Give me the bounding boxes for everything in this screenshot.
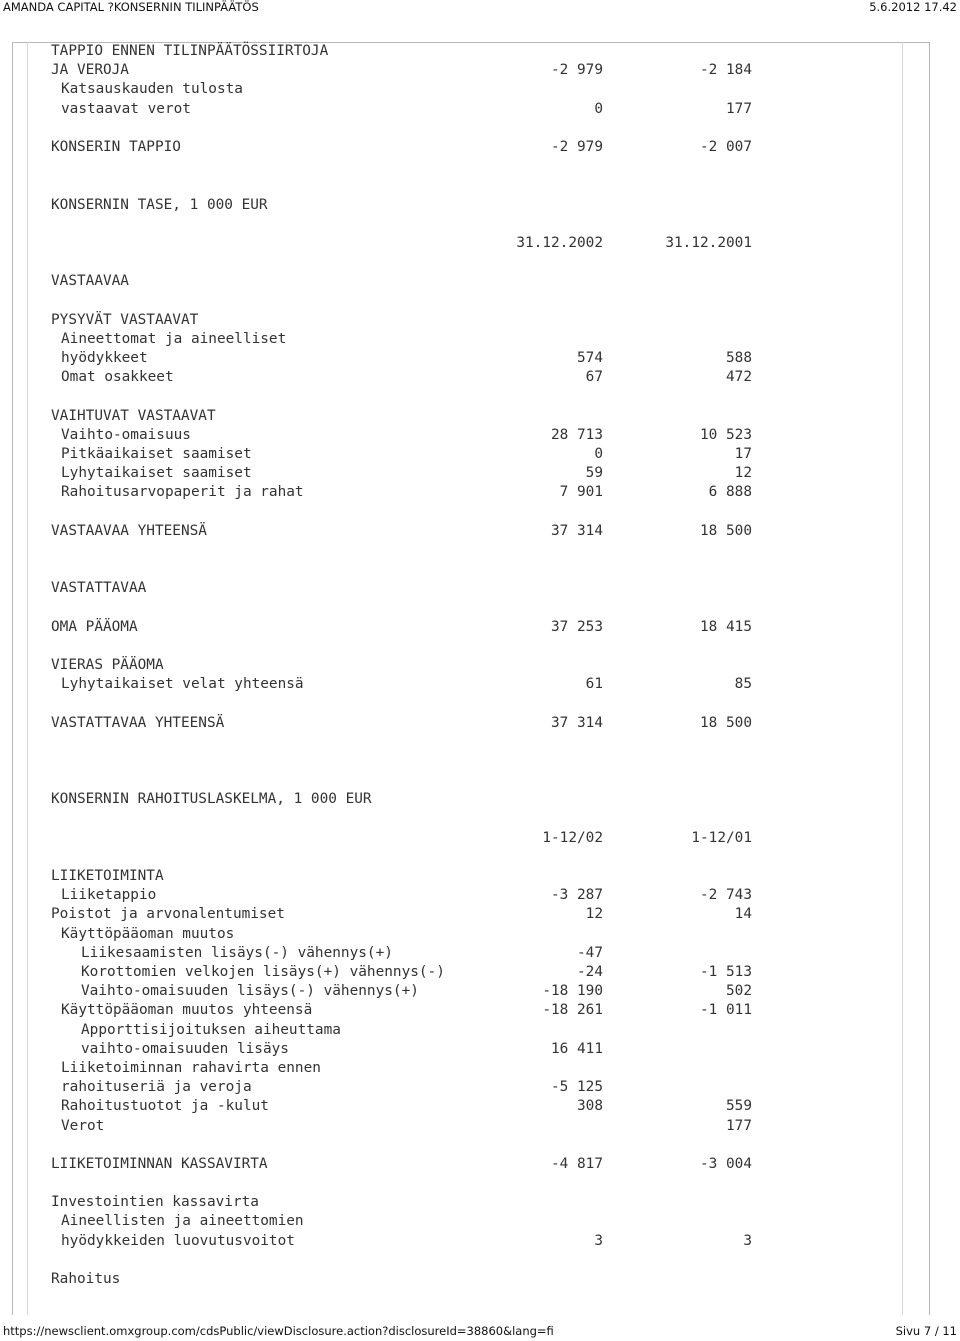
- blank-line: [51, 1251, 921, 1270]
- blank-line: [51, 215, 921, 234]
- value-current-year: 67: [585, 369, 603, 386]
- value-current-year: 3: [594, 1232, 603, 1249]
- statement-line: [51, 1212, 921, 1231]
- line-label: Käyttöpääoman muutos yhteensä: [61, 1002, 313, 1019]
- statement-line: [51, 368, 921, 387]
- statement-line: [51, 1097, 921, 1116]
- line-label: Aineellisten ja aineettomien: [61, 1213, 304, 1230]
- value-current-year: 574: [577, 350, 603, 366]
- line-label: Aineettomat ja aineelliset: [61, 330, 287, 347]
- line-label: JA VEROJA: [51, 62, 129, 79]
- statement-line: [51, 1040, 921, 1059]
- line-label: Vaihto-omaisuus: [61, 426, 191, 443]
- value-current-year: -3 287: [551, 887, 603, 904]
- statement-line: [51, 61, 921, 80]
- statement-line: [51, 1270, 921, 1289]
- line-label: Katsauskauden tulosta: [61, 81, 243, 98]
- line-label: Käyttöpääoman muutos: [61, 925, 235, 942]
- statement-line: [51, 944, 921, 963]
- blank-line: [51, 253, 921, 272]
- statement-line: [51, 349, 921, 368]
- blank-line: [51, 541, 921, 560]
- line-label: VASTAAVAA YHTEENSÄ: [51, 522, 207, 539]
- value-previous-year: 177: [726, 100, 752, 117]
- statement-line: [51, 80, 921, 99]
- blank-line: [51, 291, 921, 310]
- blank-line: [51, 733, 921, 752]
- value-current-year: -24: [577, 964, 603, 980]
- value-previous-year: 18 500: [700, 522, 752, 539]
- statement-line: [51, 1001, 921, 1020]
- value-previous-year: 18 415: [700, 618, 752, 635]
- statement-line: [51, 272, 921, 291]
- statement-line: [51, 426, 921, 445]
- value-current-year: 31.12.2002: [516, 234, 603, 251]
- frame-inner-left-border: [27, 42, 28, 1315]
- value-current-year: -2 979: [551, 138, 603, 155]
- blank-line: [51, 1136, 921, 1155]
- value-previous-year: -2 743: [700, 887, 752, 904]
- value-previous-year: 17: [734, 445, 752, 462]
- statement-line: [51, 675, 921, 694]
- value-current-year: -47: [577, 944, 603, 961]
- line-label: Pitkäaikaiset saamiset: [61, 445, 252, 462]
- line-label: OMA PÄÄOMA: [51, 618, 138, 635]
- value-previous-year: 177: [726, 1117, 752, 1134]
- statement-line: [51, 656, 921, 675]
- statement-line: [51, 483, 921, 502]
- statement-line: [51, 407, 921, 426]
- statement-line: [51, 1232, 921, 1251]
- statement-line: [51, 867, 921, 886]
- line-label: VASTAAVAA: [51, 273, 129, 290]
- value-previous-year: -2 184: [700, 62, 752, 79]
- statement-line: [51, 905, 921, 924]
- statement-line: [51, 1078, 921, 1097]
- line-label: vaihto-omaisuuden lisäys: [81, 1040, 289, 1057]
- blank-line: [51, 848, 921, 867]
- value-previous-year: 588: [726, 350, 752, 366]
- blank-line: [51, 752, 921, 771]
- print-footer-url: https://newsclient.omxgroup.com/cdsPublic/viewDisclosure.action?disclosureId=38860&lang=fi: [3, 1324, 554, 1338]
- line-label: rahoituseriä ja veroja: [61, 1079, 252, 1096]
- value-previous-year: 12: [734, 465, 752, 482]
- value-previous-year: 14: [734, 906, 752, 923]
- line-label: Investointien kassavirta: [51, 1194, 259, 1211]
- blank-line: [51, 694, 921, 713]
- frame-right-border: [929, 42, 930, 1315]
- value-current-year: 1-12/02: [542, 829, 603, 846]
- line-label: Korottomien velkojen lisäys(+) vähennys(-): [81, 964, 445, 980]
- value-current-year: -2 979: [551, 62, 603, 79]
- blank-line: [51, 176, 921, 195]
- print-header-datetime: 5.6.2012 17.42: [869, 0, 957, 14]
- statement-line: [51, 963, 921, 982]
- statement-line: [51, 982, 921, 1001]
- line-label: KONSERIN TAPPIO: [51, 138, 181, 155]
- line-label: KONSERNIN TASE, 1 000 EUR: [51, 196, 268, 213]
- blank-line: [51, 503, 921, 522]
- value-current-year: 0: [594, 100, 603, 117]
- statement-line: [51, 330, 921, 349]
- value-previous-year: 6 888: [708, 484, 752, 501]
- line-label: Poistot ja arvonalentumiset: [51, 906, 285, 923]
- statement-line: [51, 1059, 921, 1078]
- value-current-year: 16 411: [551, 1040, 603, 1057]
- statement-line: [51, 464, 921, 483]
- line-label: hyödykkeiden luovutusvoitot: [61, 1232, 295, 1249]
- value-previous-year: 18 500: [700, 714, 752, 731]
- statement-line: [51, 618, 921, 637]
- value-current-year: -18 190: [542, 983, 603, 1000]
- statement-line: [51, 311, 921, 330]
- statement-line: [51, 579, 921, 598]
- statement-line: [51, 138, 921, 157]
- line-label: Omat osakkeet: [61, 369, 174, 386]
- print-footer-page-number: Sivu 7 / 11: [895, 1324, 957, 1338]
- line-label: Liikesaamisten lisäys(-) vähennys(+): [81, 944, 393, 961]
- line-label: VIERAS PÄÄOMA: [51, 657, 164, 673]
- value-current-year: 37 314: [551, 522, 603, 539]
- statement-line: [51, 790, 921, 809]
- blank-line: [51, 119, 921, 138]
- value-previous-year: 10 523: [700, 426, 752, 443]
- value-current-year: 61: [585, 676, 603, 693]
- statement-line: [51, 925, 921, 944]
- blank-line: [51, 637, 921, 656]
- value-previous-year: 559: [726, 1098, 752, 1115]
- value-previous-year: -1 513: [700, 964, 752, 980]
- value-current-year: -4 817: [551, 1155, 603, 1172]
- line-label: Lyhytaikaiset saamiset: [61, 465, 252, 482]
- blank-line: [51, 598, 921, 617]
- line-label: Lyhytaikaiset velat yhteensä: [61, 676, 304, 693]
- value-previous-year: 1-12/01: [691, 829, 752, 846]
- line-label: VASTATTAVAA YHTEENSÄ: [51, 714, 225, 731]
- value-previous-year: 3: [743, 1232, 752, 1249]
- blank-line: [51, 560, 921, 579]
- frame-left-border: [12, 42, 13, 1315]
- line-label: Liiketoiminnan rahavirta ennen: [61, 1059, 321, 1076]
- value-current-year: 7 901: [559, 484, 603, 501]
- value-current-year: 28 713: [551, 426, 603, 443]
- line-label: KONSERNIN RAHOITUSLASKELMA, 1 000 EUR: [51, 791, 372, 808]
- line-label: Apporttisijoituksen aiheuttama: [81, 1021, 341, 1038]
- statement-line: [51, 886, 921, 905]
- statement-line: [51, 1193, 921, 1212]
- line-label: Rahoitusarvopaperit ja rahat: [61, 484, 304, 501]
- value-current-year: 37 253: [551, 618, 603, 635]
- line-label: Rahoitustuotot ja -kulut: [61, 1098, 269, 1115]
- value-previous-year: 502: [726, 983, 752, 1000]
- blank-line: [51, 387, 921, 406]
- line-label: hyödykkeet: [61, 350, 148, 366]
- value-previous-year: -2 007: [700, 138, 752, 155]
- value-current-year: -18 261: [542, 1002, 603, 1019]
- value-previous-year: 31.12.2001: [665, 234, 752, 251]
- line-label: TAPPIO ENNEN TILINPÄÄTÖSSIIRTOJA: [51, 43, 329, 59]
- financial-statement-text: [51, 42, 921, 1289]
- line-label: LIIKETOIMINNAN KASSAVIRTA: [51, 1155, 268, 1172]
- line-label: LIIKETOIMINTA: [51, 868, 164, 885]
- statement-line: [51, 196, 921, 215]
- statement-line: [51, 829, 921, 848]
- value-previous-year: -1 011: [700, 1002, 752, 1019]
- blank-line: [51, 771, 921, 790]
- line-label: Verot: [61, 1117, 105, 1134]
- blank-line: [51, 810, 921, 829]
- statement-line: [51, 42, 921, 61]
- value-current-year: 37 314: [551, 714, 603, 731]
- statement-line: [51, 445, 921, 464]
- value-previous-year: 85: [734, 676, 752, 693]
- value-current-year: 12: [585, 906, 603, 923]
- value-previous-year: -3 004: [700, 1155, 752, 1172]
- blank-line: [51, 1174, 921, 1193]
- print-header-title: AMANDA CAPITAL ?KONSERNIN TILINPÄÄTÖS: [3, 0, 259, 14]
- line-label: PYSYVÄT VASTAAVAT: [51, 311, 199, 328]
- blank-line: [51, 157, 921, 176]
- value-current-year: 59: [585, 465, 603, 482]
- line-label: Vaihto-omaisuuden lisäys(-) vähennys(+): [81, 983, 419, 1000]
- value-current-year: 308: [577, 1098, 603, 1115]
- statement-line: [51, 1155, 921, 1174]
- line-label: Liiketappio: [61, 887, 157, 904]
- line-label: Rahoitus: [51, 1271, 121, 1287]
- statement-line: [51, 522, 921, 541]
- statement-line: [51, 234, 921, 253]
- statement-line: [51, 714, 921, 733]
- statement-line: [51, 1117, 921, 1136]
- line-label: vastaavat verot: [61, 100, 191, 117]
- statement-line: [51, 100, 921, 119]
- line-label: VASTATTAVAA: [51, 580, 147, 597]
- line-label: VAIHTUVAT VASTAAVAT: [51, 407, 216, 424]
- statement-line: [51, 1021, 921, 1040]
- value-current-year: -5 125: [551, 1079, 603, 1096]
- value-previous-year: 472: [726, 369, 752, 386]
- value-current-year: 0: [594, 445, 603, 462]
